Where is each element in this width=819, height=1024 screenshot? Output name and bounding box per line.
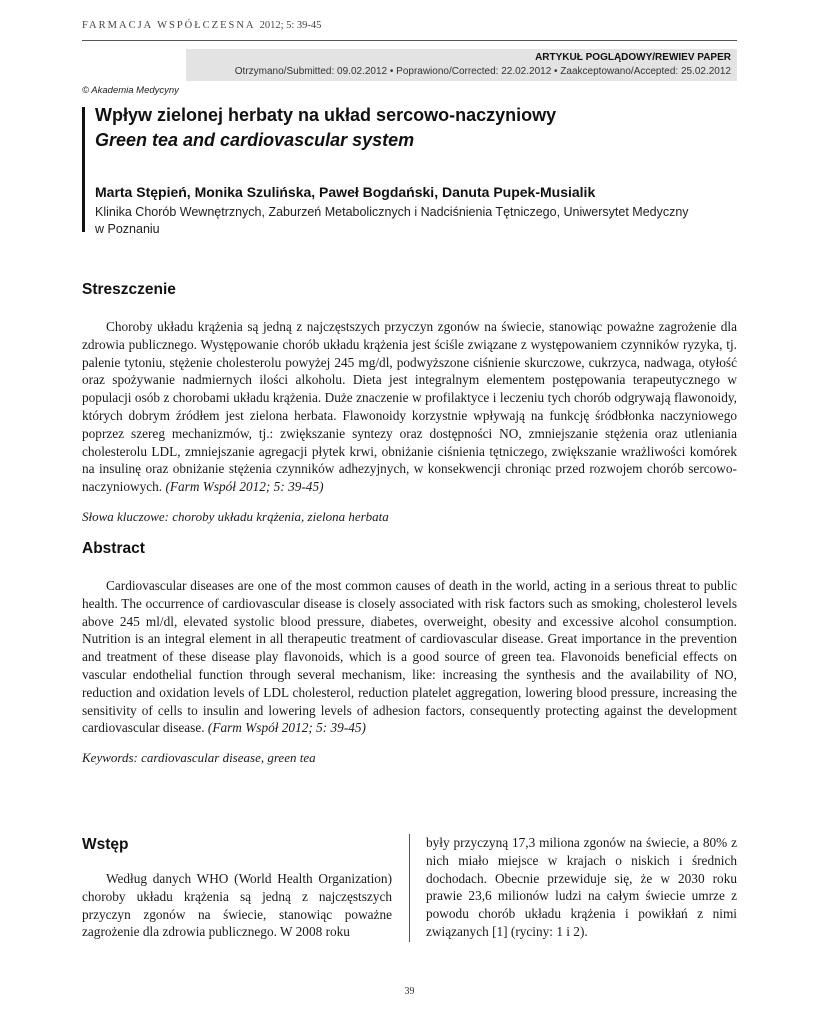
intro-left-text: Według danych WHO (World Health Organization) choroby układu krążenia są jedną z najczęstszych przyczyn zgonów na świecie, stanowiąc poważne zagrożenie dla zdrowia publicznego. W 2008 roku <box>82 871 392 940</box>
streszczenie-section <box>82 318 737 496</box>
keywords-english: Keywords: cardiovascular disease, green tea <box>82 750 316 765</box>
abstract-citation: (Farm Współ 2012; 5: 39-45) <box>207 720 366 736</box>
paper-type-box <box>186 49 737 81</box>
abstract-text: Cardiovascular diseases are one of the most common causes of death in the world, acting in a serious threat to public health. The occurrence of cardiovascular disease is closely associated with risk factors such as smoking, cholesterol levels above 245 ml/dl, elevated systolic blood pressure, diabetes, overweight, obesity and excessive alcohol consumption. Nutrition is an integral element in all therapeutic treatment of cardiovascular disease. Great importance in the prevention and treatment of these disease play flavonoids, which is a good source of green tea. Flavonoids beneficial effects on vascular endothelial function through several mechanism, like: increasing the synthesis and the availability of NO, reduction and oxidation levels of LDL cholesterol, reduction platelet aggregation, lowering blood pressure, increasing the sensitivity of cells to insulin and lowering levels of adhesion factors, consequently protecting against the development cardiovascular disease. <box>82 578 737 736</box>
title-english: Green tea and cardiovascular system <box>95 130 415 150</box>
title-polish: Wpływ zielonej herbaty na układ sercowo-naczyniowy <box>95 105 557 125</box>
running-head <box>82 20 321 31</box>
intro-left-column <box>82 870 392 941</box>
authors: Marta Stępień, Monika Szulińska, Paweł Bogdański, Danuta Pupek-Musialik <box>95 184 596 200</box>
intro-right-column <box>426 834 737 941</box>
header-rule <box>82 40 737 41</box>
abstract-paragraph <box>82 577 737 737</box>
heading-abstract: Abstract <box>82 540 145 557</box>
intro-right-text: były przyczyną 17,3 miliona zgonów na świecie, a 80% z nich miało miejsce w krajach o niskich i średnich dochodach. Obecnie przewiduje się, że w 2030 roku prawie 23,6 milionów ludzi na całym świecie umrze z powodu chorób układu krążenia i powikłań z nimi związanych [1] (ryciny: 1 i 2). <box>426 835 737 939</box>
heading-wstep: Wstęp <box>82 836 129 853</box>
journal-name: FARMACJA WSPÓŁCZESNA <box>82 20 255 31</box>
abstract-section <box>82 577 737 737</box>
journal-issue: 2012; 5: 39-45 <box>259 20 322 31</box>
streszczenie-paragraph <box>82 318 737 496</box>
column-divider <box>409 834 410 942</box>
paper-type: ARTYKUŁ POGLĄDOWY/REWIEV PAPER <box>535 52 731 63</box>
submission-dates: Otrzymano/Submitted: 09.02.2012 • Poprawiono/Corrected: 22.02.2012 • Zaakceptowano/Accepted: 25.02.2012 <box>234 66 731 77</box>
streszczenie-text: Choroby układu krążenia są jedną z najczęstszych przyczyn zgonów na świecie, stanowiąc poważne zagrożenie dla zdrowia publicznego. Występowanie chorób układu krążenia jest ściśle związane z występowaniem czynników ryzyka, tj. palenie tytoniu, stężenie cholesterolu powyżej 245 mg/dl, podwyższone ciśnienie skurczowe, cukrzyca, nadwaga, otyłość oraz spożywanie nadmiernych ilości alkoholu. Dieta jest integralnym elementem postępowania terapeutycznego w populacji osób z chorobami układu krążenia. Duże znaczenie w profilaktyce i leczeniu tych chorób odgrywają flawonoidy, których dobrym źródłem jest zielona herbata. Flawonoidy korzystnie wpływają na funkcję śródbłonka naczyniowego poprzez szereg mechanizmów, tj.: zwiększanie syntezy oraz dostępności NO, zmniejszanie stężenia oraz utleniania cholesterolu LDL, zmniejszanie agregacji płytek krwi, obniżanie ciśnienia tętniczego, zwiększanie wrażliwości komórek na insulinę oraz obniżanie stężenia czynników adhezyjnych, w konsekwencji chroniąc przed rozwojem chorób sercowo-naczyniowych. <box>82 319 737 495</box>
affiliation-line-1: Klinika Chorób Wewnętrznych, Zaburzeń Metabolicznych i Nadciśnienia Tętniczego, Uniwersytet Medyczny <box>95 205 689 219</box>
heading-streszczenie: Streszczenie <box>82 281 176 298</box>
keywords-polish: Słowa kluczowe: choroby układu krążenia, zielona herbata <box>82 509 389 524</box>
copyright: © Akademia Medycyny <box>82 85 179 96</box>
streszczenie-citation: (Farm Współ 2012; 5: 39-45) <box>165 479 324 495</box>
title-accent-bar <box>82 107 85 232</box>
affiliation-line-2: w Poznaniu <box>95 222 160 236</box>
page-number: 39 <box>404 986 415 997</box>
